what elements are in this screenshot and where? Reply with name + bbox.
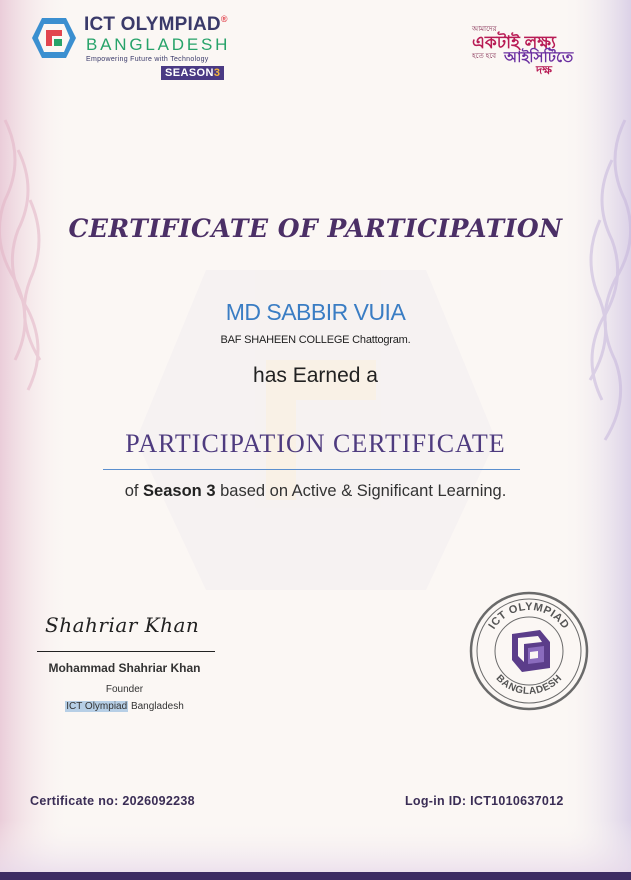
slogan-small-mid: হতে হবে: [472, 53, 497, 60]
ict-olympiad-logo: [30, 12, 250, 82]
logo-tagline: Empowering Future with Technology: [86, 56, 209, 63]
certificate-number: Certificate no: 2026092238: [30, 794, 195, 808]
certificate-title: CERTIFICATE OF PARTICIPATION: [68, 214, 563, 243]
brand-mark-icon: [30, 16, 78, 60]
logo-title: ICT OLYMPIAD®: [84, 14, 228, 35]
slogan-line-1: একটাই লক্ষ্য: [472, 33, 556, 52]
earned-text: has Earned a: [253, 364, 378, 387]
signer-name: Mohammad Shahriar Khan: [48, 661, 201, 675]
recipient-institution: BAF SHAHEEN COLLEGE Chattogram.: [220, 334, 411, 346]
seal-bottom-text: BANGLADESH: [493, 672, 565, 698]
seal-emblem-icon: [512, 630, 550, 672]
recipient-name: MD SABBIR VUIA: [225, 299, 406, 325]
season-badge: SEASON3: [161, 66, 224, 80]
seal-top-text: ICT OLYMPIAD: [486, 600, 572, 632]
slogan-line-3: দক্ষ: [536, 63, 553, 77]
bangla-slogan: [470, 20, 590, 77]
award-title: PARTICIPATION CERTIFICATE: [125, 429, 506, 458]
signer-role: Founder: [105, 684, 144, 695]
award-underline: [103, 469, 520, 470]
bottom-bar: [0, 872, 631, 880]
slogan-line-2: আইসিটিতে: [504, 49, 574, 66]
login-id: Log-in ID: ICT1010637012: [405, 794, 564, 808]
signer-organization: ICT Olympiad Bangladesh: [66, 701, 184, 712]
signature: Shahriar Khan: [45, 613, 200, 637]
slogan-small-top: আমাদের: [472, 26, 497, 33]
award-basis: of Season 3 based on Active & Significant Learning.: [124, 482, 507, 500]
signature-line: [37, 651, 215, 652]
olympiad-seal: [468, 590, 590, 712]
logo-country: BANGLADESH: [86, 35, 231, 54]
